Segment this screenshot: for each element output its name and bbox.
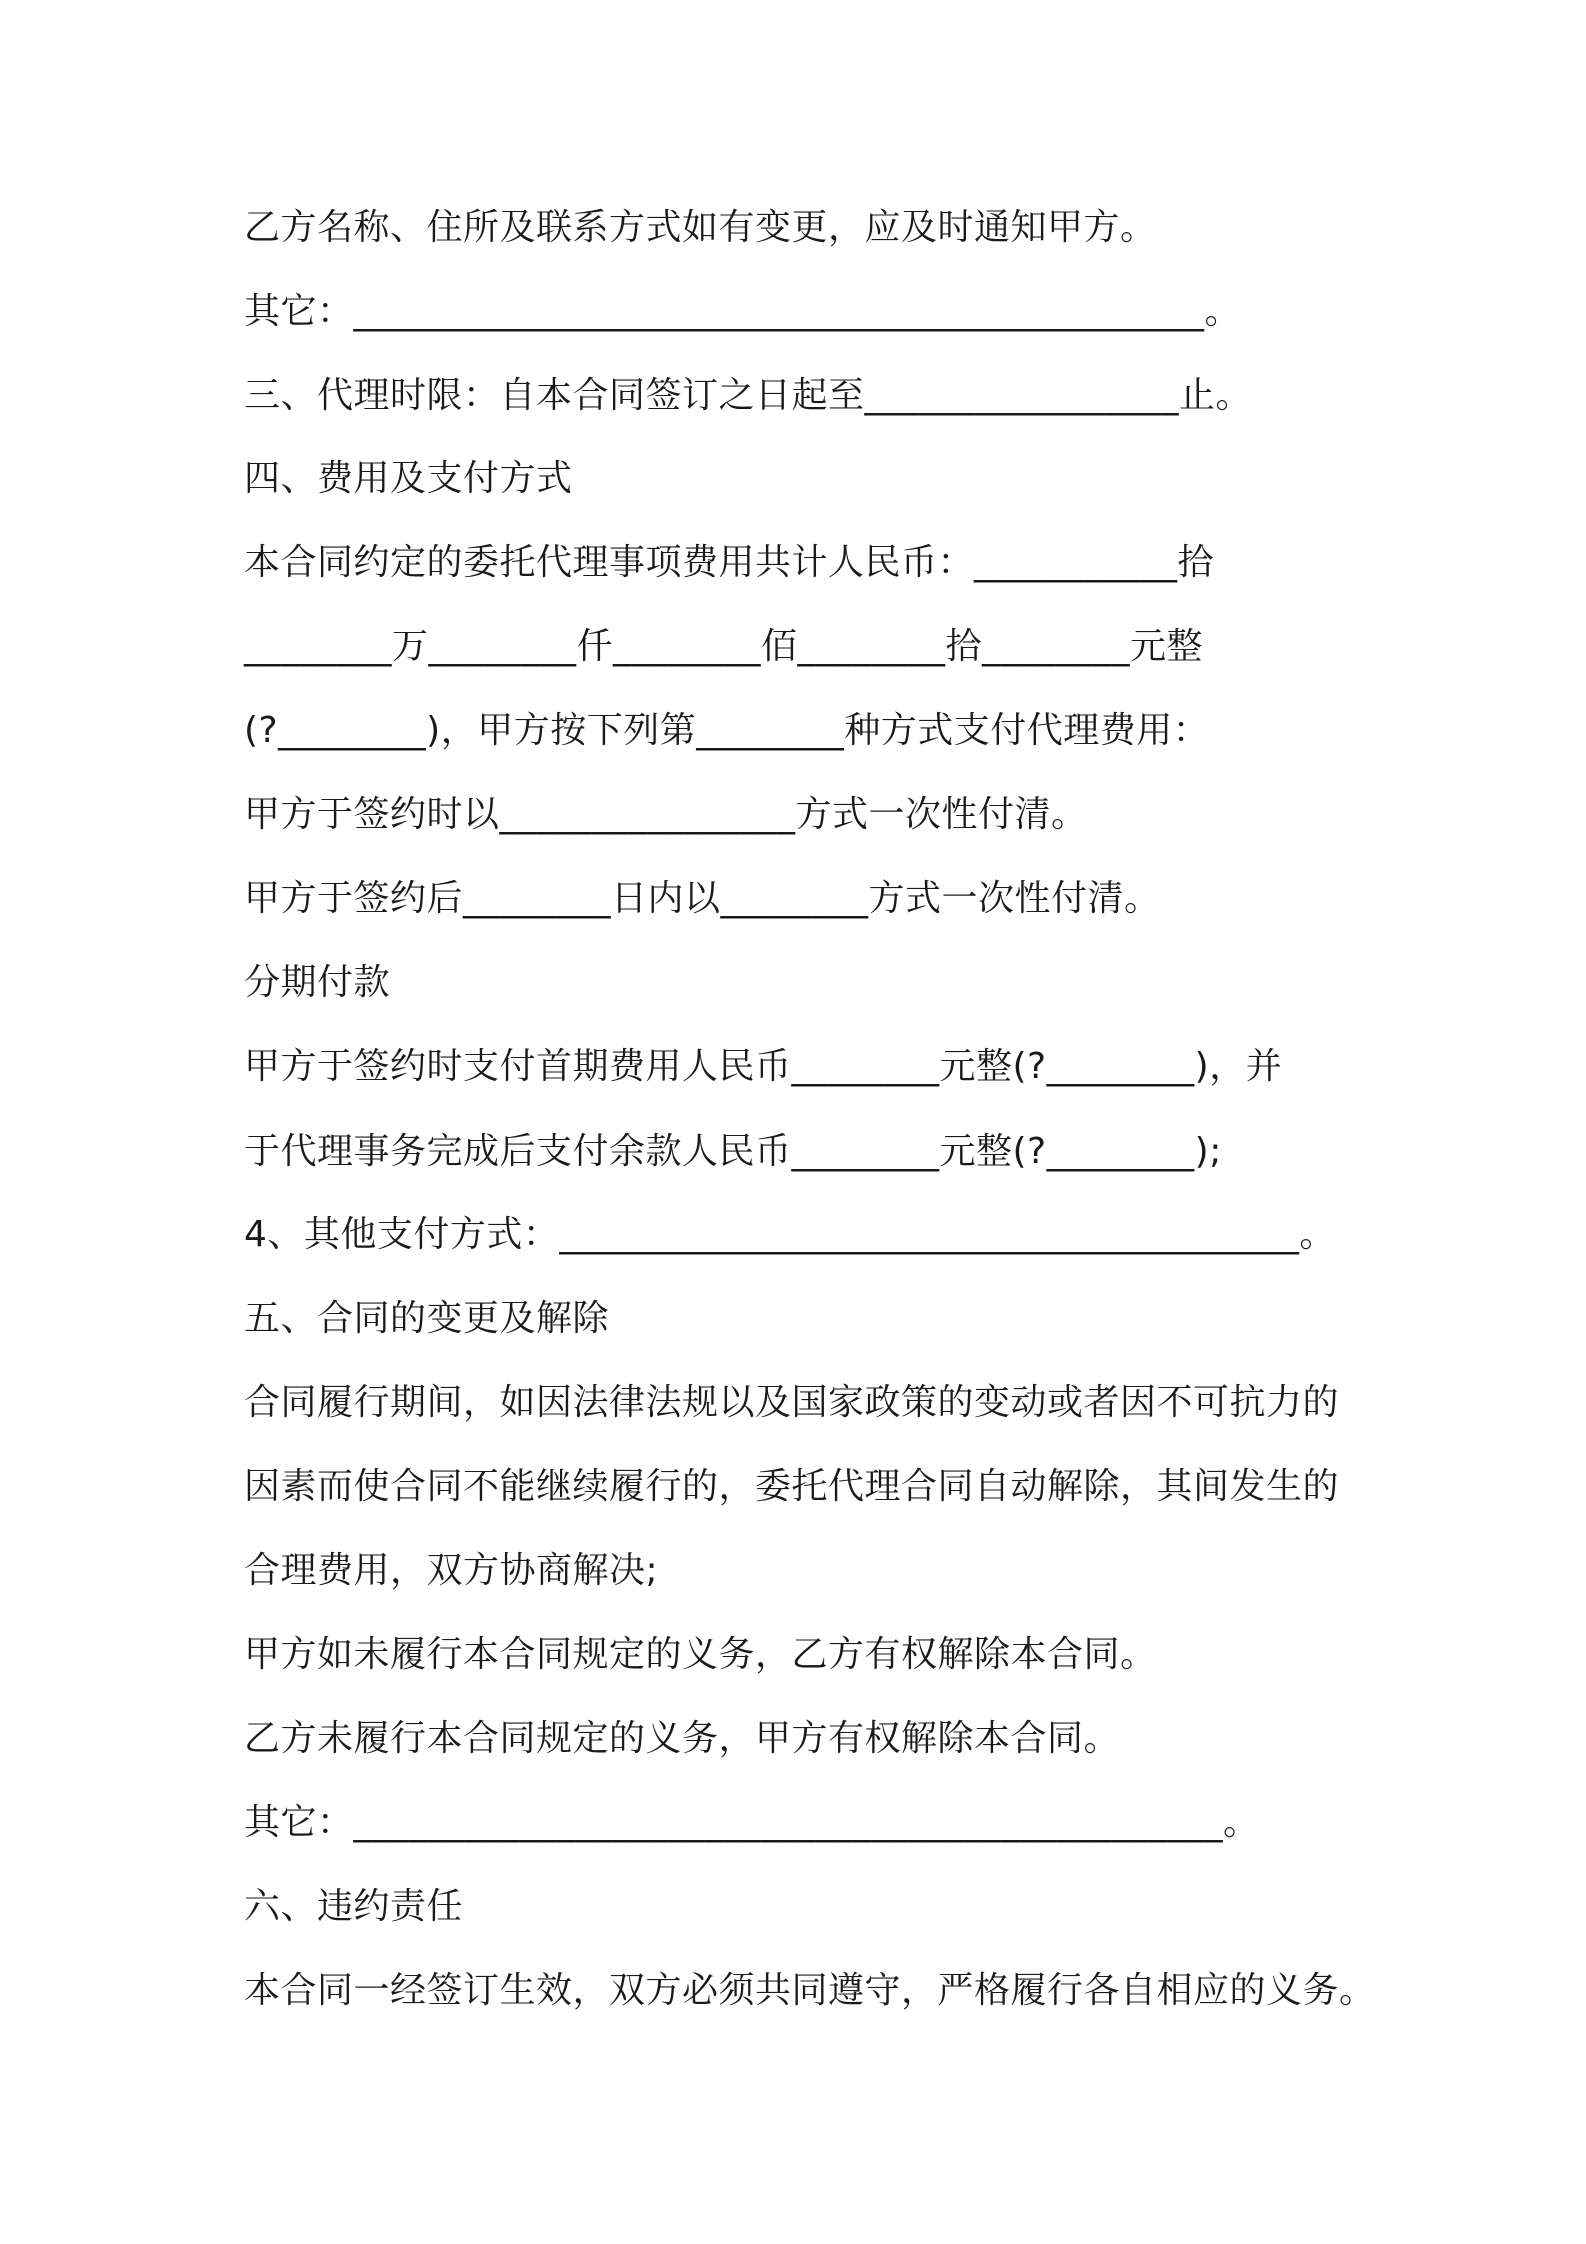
text-line: 分期付款 [244, 962, 391, 1003]
text-line: 三、代理时限：自本合同签订之日起至_________________止。 [244, 375, 1253, 416]
text-line: 因素而使合同不能继续履行的，委托代理合同自动解除，其间发生的 [244, 1466, 1340, 1507]
text-line: 其它：______________________________________________。 [244, 291, 1242, 332]
text-line: 甲方于签约时支付首期费用人民币________元整(?________)，并 [244, 1046, 1283, 1087]
text-line: 甲方于签约后________日内以________方式一次性付清。 [244, 878, 1161, 919]
text-line: 甲方如未履行本合同规定的义务，乙方有权解除本合同。 [244, 1634, 1157, 1675]
text-line: 本合同一经签订生效，双方必须共同遵守，严格履行各自相应的义务。 [244, 1970, 1376, 2011]
text-line: ________万________仟________佰________拾________元整 [244, 626, 1203, 667]
text-line: 本合同约定的委托代理事项费用共计人民币：___________拾 [244, 542, 1215, 583]
text-line: (?________)，甲方按下列第________种方式支付代理费用： [244, 710, 1210, 751]
text-line: 甲方于签约时以________________方式一次性付清。 [244, 794, 1088, 835]
text-line: 4、其他支付方式：________________________________________。 [244, 1214, 1336, 1255]
text-line: 于代理事务完成后支付余款人民币________元整(?________); [244, 1131, 1222, 1172]
text-line: 合同履行期间，如因法律法规以及国家政策的变动或者因不可抗力的 [244, 1382, 1340, 1423]
section-heading: 四、费用及支付方式 [244, 458, 573, 499]
section-heading: 六、违约责任 [244, 1886, 464, 1927]
section-heading: 五、合同的变更及解除 [244, 1298, 610, 1339]
text-line: 乙方未履行本合同规定的义务，甲方有权解除本合同。 [244, 1718, 1121, 1759]
text-line: 乙方名称、住所及联系方式如有变更，应及时通知甲方。 [244, 207, 1157, 248]
text-line: 合理费用，双方协商解决; [244, 1550, 659, 1591]
text-line: 其它：_______________________________________________。 [244, 1802, 1260, 1843]
